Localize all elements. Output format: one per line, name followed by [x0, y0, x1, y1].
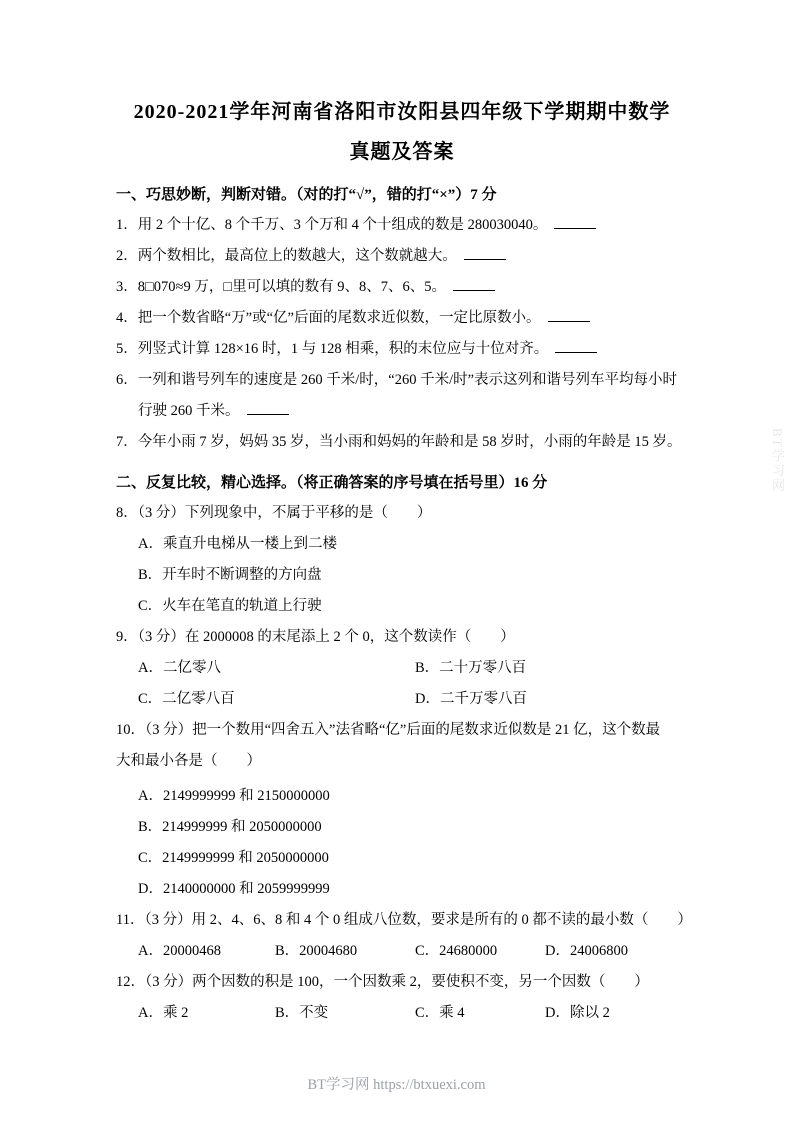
watermark: BT学习网 — [770, 428, 785, 494]
q8-option-b: B．开车时不断调整的方向盘 — [138, 567, 322, 583]
page-title-line2: 真题及答案 — [349, 141, 455, 163]
judge-question-5 — [116, 334, 688, 365]
choice-question-8-stem: 8．（3 分）下列现象中，不属于平移的是（ ） — [116, 505, 432, 521]
q12-option-b: B．不变 — [275, 1005, 329, 1021]
judge-question-6-line2 — [116, 396, 688, 427]
q8-option-c: C．火车在笔直的轨道上行驶 — [138, 598, 322, 614]
page-title — [116, 92, 688, 172]
q12-options-row — [116, 998, 688, 1029]
judge-question-1-text: 1．用 2 个十亿、8 个千万、3 个万和 4 个十组成的数是 280030040。 — [116, 217, 548, 233]
judge-question-4 — [116, 303, 688, 334]
section-choice-heading: 二、反复比较，精心选择。（将正确答案的序号填在括号里）16 分 — [116, 475, 548, 491]
judge-question-3-text: 3．8□070≈9 万，□里可以填的数有 9、8、7、6、5。 — [116, 279, 446, 295]
q10-option-c: C．2149999999 和 2050000000 — [138, 850, 329, 866]
q11-option-a: A．20000468 — [138, 943, 221, 959]
q10-options — [116, 781, 688, 905]
judge-question-4-text: 4．把一个数省略“万”或“亿”后面的尾数求近似数，一定比原数小。 — [116, 310, 541, 326]
page-title-line1: 2020-2021学年河南省洛阳市汝阳县四年级下学期期中数学 — [133, 101, 671, 123]
q9-option-d: D．二千万零八百 — [415, 691, 527, 707]
q12-option-d: D．除以 2 — [545, 1005, 610, 1021]
q11-option-c: C．24680000 — [415, 943, 498, 959]
judge-question-2-text: 2．两个数相比，最高位上的数越大，这个数就越大。 — [116, 248, 457, 264]
choice-question-11-stem: 11．（3 分）用 2、4、6、8 和 4 个 0 组成八位数，要求是所有的 0 都不读的最小数（ ） — [116, 912, 692, 928]
judge-question-5-text: 5．列竖式计算 128×16 时，1 与 128 相乘，积的末位应与十位对齐。 — [116, 341, 549, 357]
q10-option-a: A．2149999999 和 2150000000 — [138, 788, 330, 804]
q11-option-d: D．24006800 — [545, 943, 628, 959]
footer-credit: BT学习网 https://btxuexi.com — [307, 1077, 486, 1093]
q9-option-a: A．二亿零八 — [138, 660, 221, 676]
q9-option-c: C．二亿零八百 — [138, 691, 235, 707]
answer-blank — [464, 245, 506, 260]
q9-options-row1 — [116, 653, 688, 684]
judge-question-6-text: 6．一列和谐号列车的速度是 260 千米/时，“260 千米/时”表示这列和谐号列车平均每小时 — [116, 372, 678, 388]
q10-option-b: B．214999999 和 2050000000 — [138, 819, 322, 835]
judge-question-2 — [116, 241, 688, 272]
judge-question-6-continuation: 行驶 260 千米。 — [138, 403, 240, 419]
q11-option-b: B．20004680 — [275, 943, 358, 959]
answer-blank — [554, 214, 596, 229]
judge-question-7 — [116, 427, 688, 458]
q9-option-b: B．二十万零八百 — [415, 660, 527, 676]
judge-question-3 — [116, 272, 688, 303]
judge-question-7-text: 7．今年小雨 7 岁，妈妈 35 岁，当小雨和妈妈的年龄和是 58 岁时，小雨的年龄是 15 岁。 — [116, 434, 682, 450]
choice-question-10-stem-line2: 大和最小各是（ ） — [116, 753, 261, 769]
q9-options-row2 — [116, 684, 688, 715]
q8-option-a: A．乘直升电梯从一楼上到二楼 — [138, 536, 337, 552]
document-content — [116, 92, 692, 1029]
q10-option-d: D．2140000000 和 2059999999 — [138, 881, 330, 897]
q11-options-row — [116, 936, 688, 967]
answer-blank — [453, 276, 495, 291]
q12-option-c: C．乘 4 — [415, 1005, 465, 1021]
section-judge-heading: 一、巧思妙断，判断对错。（对的打“√”，错的打“×”）7 分 — [116, 187, 497, 203]
judge-question-6-line1 — [116, 365, 688, 396]
q12-option-a: A．乘 2 — [138, 1005, 189, 1021]
choice-question-10-stem-line1: 10．（3 分）把一个数用“四舍五入”法省略“亿”后面的尾数求近似数是 21 亿，这个数最 — [116, 722, 661, 738]
answer-blank — [548, 307, 590, 322]
answer-blank — [247, 400, 289, 415]
choice-question-9-stem: 9．（3 分）在 2000008 的末尾添上 2 个 0，这个数读作（ ） — [116, 629, 515, 645]
choice-question-12-stem: 12．（3 分）两个因数的积是 100，一个因数乘 2，要使积不变，另一个因数（ ） — [116, 974, 649, 990]
answer-blank — [555, 338, 597, 353]
judge-question-1 — [116, 210, 688, 241]
